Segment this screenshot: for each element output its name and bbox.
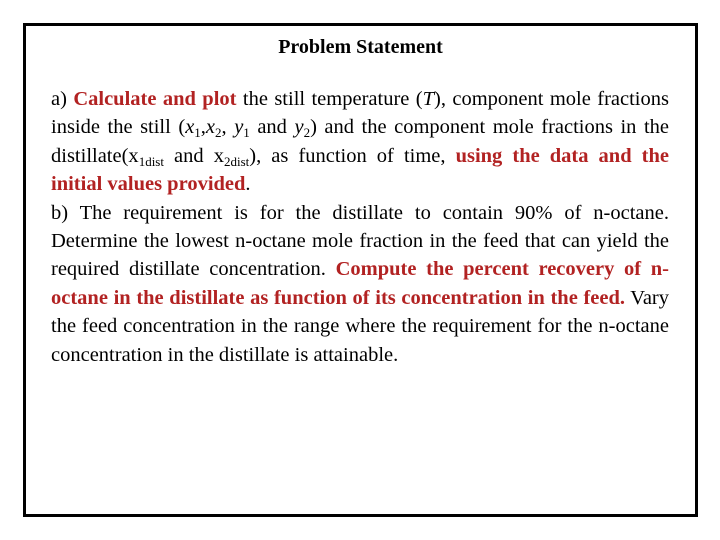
text-segment: ), as function of time, (249, 144, 456, 167)
text-segment: ) and the component mole fractions in the distillate(x (51, 116, 669, 167)
slide-title: Problem Statement (278, 36, 443, 58)
emphasis-data-initial-values: using the data and the initial values provided (51, 144, 669, 196)
subscript: 2dist (223, 153, 250, 169)
emphasis-percent-recovery: Compute the percent recovery of n-octane in the distillate as function of its concentration in the feed. (51, 258, 669, 309)
text-segment: b) The requirement is for the distillate to contain 90% of n-octane. Determine the lowest n-octane mole fraction in the feed that can yield the required distillate concentration. (51, 201, 669, 281)
subscript: 1 (243, 125, 250, 141)
part-a-label: a) (51, 88, 74, 110)
subscript: 2 (303, 125, 311, 141)
part-a-paragraph (51, 85, 669, 199)
subscript: 2 (215, 125, 222, 141)
text-segment: the still temperature ( (236, 88, 423, 110)
symbol-x1: x (185, 116, 195, 139)
symbol-T: T (422, 88, 435, 110)
problem-text (51, 85, 669, 369)
slide-frame (23, 23, 698, 517)
emphasis-calculate-plot: Calculate and plot (73, 88, 237, 110)
text-segment: , (200, 116, 206, 139)
text-segment: Vary the feed concentration in the range where the requirement for the n-octane concentration in the distillate is attainable. (51, 286, 670, 366)
symbol-x2: x (205, 116, 216, 139)
text-segment: ), component mole fractions inside the still ( (51, 88, 669, 139)
symbol-y2: y (294, 116, 304, 139)
text-segment: and x (163, 144, 224, 167)
text-segment: and (249, 116, 295, 139)
symbol-y1: y (234, 116, 244, 139)
subscript: 1 (194, 125, 201, 141)
part-b-paragraph (51, 199, 669, 369)
text-segment: , (221, 116, 235, 139)
subscript: 1dist (138, 153, 164, 169)
text-segment: . (245, 173, 251, 196)
